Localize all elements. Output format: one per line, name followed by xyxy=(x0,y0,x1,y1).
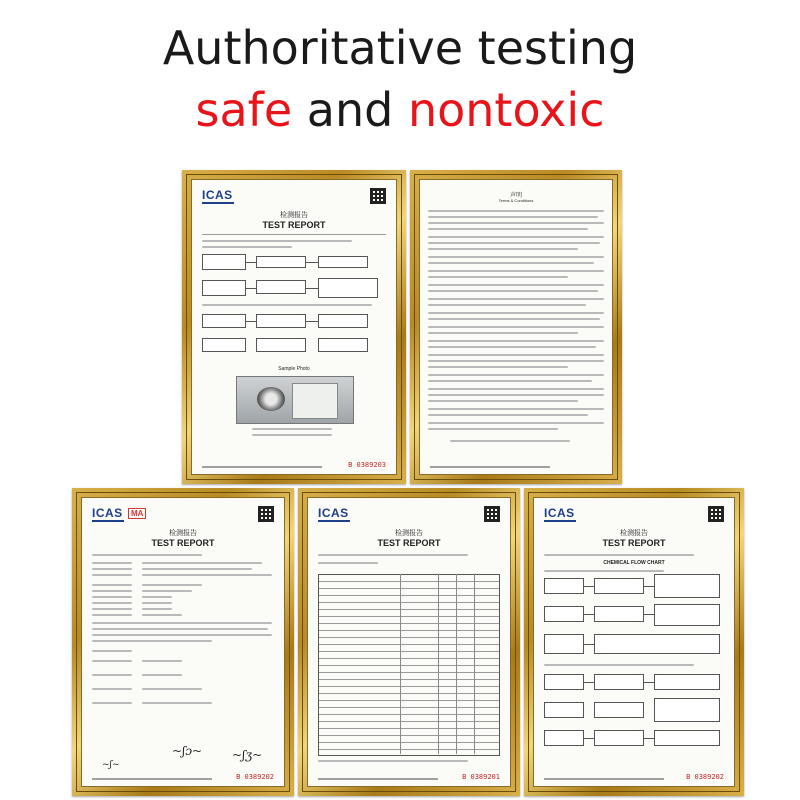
report-footer xyxy=(202,466,322,468)
flow-box xyxy=(256,256,306,268)
flow-arrow xyxy=(306,288,318,289)
report-serial: B 0389201 xyxy=(462,773,500,781)
flow-box xyxy=(318,314,368,328)
report-footer xyxy=(92,778,212,780)
report-cn-title: 检测报告 xyxy=(620,530,648,537)
flow-box xyxy=(256,338,306,352)
certificate-frame-1 xyxy=(182,170,406,484)
text-line xyxy=(202,304,372,306)
flow-box xyxy=(202,254,246,270)
report-cn-title: 检测报告 xyxy=(280,212,308,219)
results-table xyxy=(318,574,500,756)
certificate-frame-5 xyxy=(524,488,744,796)
text-line xyxy=(252,434,332,436)
report-en-title: TEST REPORT xyxy=(262,220,326,230)
signature-1: ~ʃɔ~ xyxy=(172,744,203,758)
flow-box xyxy=(318,338,368,352)
certificate-page-4 xyxy=(307,497,511,787)
headline-nontoxic: nontoxic xyxy=(407,83,605,137)
report-en-title: TEST REPORT xyxy=(602,538,666,548)
signature-3: ~ʃ~ xyxy=(102,760,120,770)
report-footer xyxy=(430,466,550,468)
divider xyxy=(202,234,386,235)
qr-code-icon xyxy=(258,506,274,522)
report-cn-title: 检测报告 xyxy=(395,530,423,537)
headline-line-2 xyxy=(0,84,800,136)
flow-arrow xyxy=(246,262,256,263)
logo-underline xyxy=(318,520,350,522)
certificate-frame-3 xyxy=(72,488,294,796)
flow-chart-title: CHEMICAL FLOW CHART xyxy=(603,560,665,566)
logo-underline xyxy=(544,520,576,522)
flow-box xyxy=(256,280,306,294)
headline-safe: safe xyxy=(195,83,293,137)
certificate-page-5 xyxy=(533,497,735,787)
report-footer xyxy=(544,778,664,780)
flow-arrow xyxy=(306,262,318,263)
flow-box xyxy=(202,314,246,328)
statement-title: 声明 xyxy=(509,193,522,199)
certificate-page-1 xyxy=(191,179,397,475)
flow-box xyxy=(202,338,246,352)
certificate-page-3 xyxy=(81,497,285,787)
report-en-title: TEST REPORT xyxy=(377,538,441,548)
flow-box xyxy=(318,256,368,268)
report-serial: B 0389202 xyxy=(686,773,724,781)
sample-photo xyxy=(236,376,354,424)
logo-underline xyxy=(202,202,234,204)
report-footer xyxy=(318,778,438,780)
report-serial: B 0389203 xyxy=(348,461,386,469)
icas-logo: ICAS xyxy=(318,506,349,520)
logo-underline xyxy=(92,520,124,522)
headline-line-1: Authoritative testing xyxy=(162,21,638,75)
text-line xyxy=(202,246,292,248)
icas-logo: ICAS xyxy=(544,506,575,520)
flow-arrow xyxy=(246,288,256,289)
flow-arrow xyxy=(306,321,318,322)
certificate-frame-4 xyxy=(298,488,520,796)
flow-box xyxy=(318,278,378,298)
photo-caption: Sample Photo xyxy=(278,366,310,372)
qr-code-icon xyxy=(484,506,500,522)
flow-arrow xyxy=(246,321,256,322)
headline-and: and xyxy=(292,83,408,137)
ma-logo: MA xyxy=(128,508,146,519)
report-en-title: TEST REPORT xyxy=(151,538,215,548)
flow-box xyxy=(202,280,246,296)
qr-code-icon xyxy=(370,188,386,204)
icas-logo: ICAS xyxy=(92,506,123,520)
report-serial: B 0389202 xyxy=(236,773,274,781)
signature-2: ~ʃʒ~ xyxy=(232,748,263,762)
flow-box xyxy=(256,314,306,328)
certificate-frame-2 xyxy=(410,170,622,484)
text-line xyxy=(202,240,352,242)
statement-subtitle: Terms & Conditions xyxy=(498,198,534,203)
icas-logo: ICAS xyxy=(202,188,233,202)
text-line xyxy=(252,428,332,430)
certificate-page-2 xyxy=(419,179,613,475)
report-cn-title: 检测报告 xyxy=(169,530,197,537)
qr-code-icon xyxy=(708,506,724,522)
